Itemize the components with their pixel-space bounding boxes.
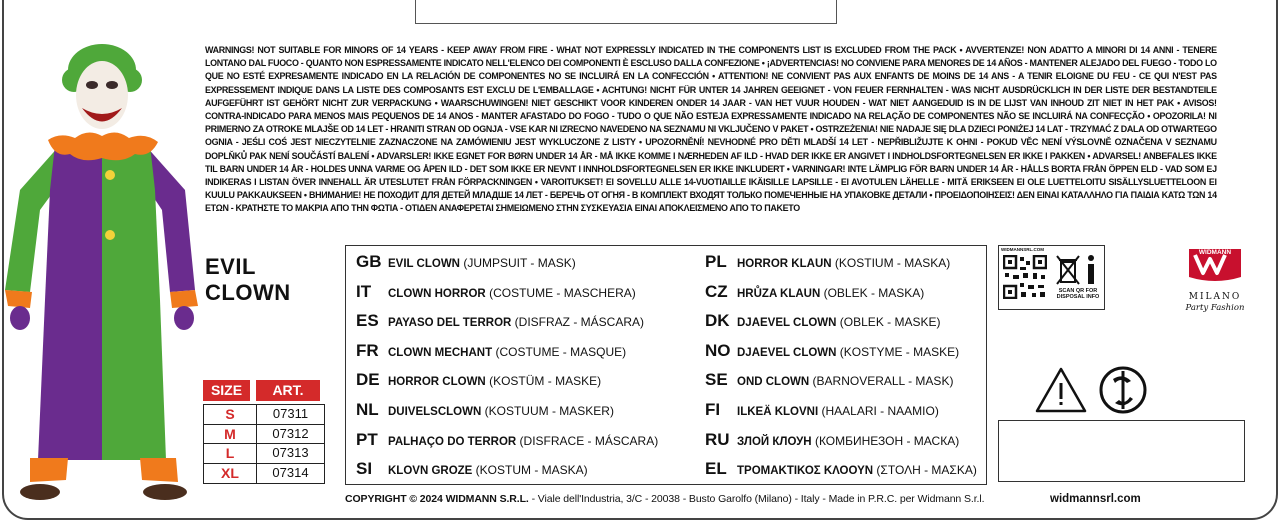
- costume-name: DJAEVEL CLOWN: [737, 317, 837, 330]
- product-title-line1: EVIL: [205, 254, 256, 279]
- logo-brand: WIDMANN: [1198, 249, 1232, 256]
- costume-desc: (KOSTYME - MASKE): [836, 344, 960, 359]
- product-title-line2: CLOWN: [205, 280, 291, 305]
- qr-label: WIDMANNSRL.COM: [1001, 247, 1044, 252]
- language-item-it: [356, 280, 636, 304]
- warning-triangle-icon: [1037, 369, 1085, 411]
- widmann-logo-mark: [1185, 245, 1245, 285]
- costume-desc: (COSTUME - MASCHERA): [485, 285, 636, 300]
- art-number: 07313: [272, 445, 309, 460]
- costume-desc: (KOSTIUM - MASKA): [831, 256, 951, 270]
- art-number: 07312: [272, 425, 309, 441]
- costume-name: DUIVELSCLOWN: [388, 406, 482, 418]
- product-title: [205, 254, 291, 306]
- art-number: 07311: [272, 406, 309, 421]
- costume-name: PALHAÇO DO TERROR: [388, 435, 517, 448]
- language-item-es: [356, 309, 644, 333]
- costume-name: DJAEVEL CLOWN: [737, 346, 837, 359]
- size-value: S: [204, 405, 257, 424]
- package-symbols: [1035, 365, 1155, 417]
- costume-desc: (KOSTUUM - MASKER): [481, 404, 614, 418]
- size-value: XL: [204, 464, 257, 484]
- costume-desc: (ΣΤΟΛΗ - ΜΑΣΚΑ): [873, 463, 977, 478]
- widmann-logo: [1183, 245, 1247, 311]
- language-code: ES: [356, 311, 379, 331]
- language-code: SI: [356, 459, 373, 479]
- language-code: SE: [705, 370, 728, 390]
- language-item-el: [705, 457, 977, 481]
- language-item-fi: [705, 398, 939, 422]
- size-value: L: [204, 444, 257, 463]
- language-item-ru: [705, 428, 959, 452]
- costume-desc: (HAALARI - NAAMIO): [818, 404, 939, 418]
- logo-city: MILANO: [1188, 292, 1242, 302]
- costume-desc: (BARNOVERALL - MASK): [809, 374, 954, 389]
- language-code: NL: [356, 400, 379, 419]
- copyright-line: [345, 493, 984, 505]
- website-url: widmannsrl.com: [1050, 493, 1141, 505]
- art-header: ART.: [256, 380, 320, 401]
- size-value: M: [204, 425, 257, 444]
- language-item-si: [356, 457, 588, 481]
- label-blank-box: [998, 420, 1245, 482]
- green-dot-recycling-icon: [1101, 368, 1145, 412]
- costume-desc: (OBLEK - MASKE): [836, 315, 941, 330]
- language-code: CZ: [705, 281, 728, 301]
- costume-name: HORROR KLAUN: [737, 258, 832, 270]
- costume-desc: (DISFRAZ - MÁSCARA): [511, 315, 645, 330]
- qr-code-icon: [1003, 255, 1047, 299]
- costume-desc: (KOSTÜM - MASKE): [485, 374, 602, 389]
- language-item-nl: [356, 398, 614, 422]
- language-code: NO: [705, 340, 731, 360]
- language-item-cz: [705, 280, 924, 304]
- crossed-bin-icon: [1055, 252, 1101, 288]
- safety-warnings-text: WARNINGS! NOT SUITABLE FOR MINORS OF 14 YEARS - KEEP AWAY FROM FIRE - WHAT NOT EXPRESSLY INDICATED IN THE COMPONENTS LIST IS EXCLUDED FROM THE PACK • AVVERTENZE! NON ADATTO A MINORI DI 14 ANNI - TENERE LONTANO DAL FUOCO - QUANTO NON ESPRESSAMENTE INDICATO NELL'ELENCO DEI COMPONENTI È ESCLUSO DALLA CONFEZIONE • ¡ADVERTENCIAS! NO CONVIENE PARA MENORES DE 14 AÑOS - MANTENER ALEJADO DEL FUEGO - TODO LO QUE NO ESTÉ EXPRESAMENTE INDICADO EN LA RELACIÓN DE COMPONENTES NO SE INCLUIRÁ EN LA CONFECCIÓN • ATTENTION! NE CONVIENT PAS AUX ENFANTS DE MOINS DE 14 ANS - A TENIR ELOIGNE DU FEU - CE QUI N'EST PAS EXPRESSEMENT INDIQUE DANS LA LISTE DES COMPOSANTS EST EXCLU DE L'EMBALLAGE • ACHTUNG! NICHT FÜR UNTER 14 JAHREN GEEIGNET - VON FEUER FERNHALTEN - WAS NICHT AUSDRÜCKLICH IN DER LISTE DER BESTANDTEILE AUFGEFÜHRT IST GEHÖRT NICHT ZUR VERPACKUNG • WAARSCHUWINGEN! NIET GESCHIKT VOOR KINDEREN ONDER 14 JAAR - VAN HET VUUR HOUDEN - WAT NIET AANGEDUID IS IN DE LIJST VAN INHOUD ZIT NIET IN HET PAK • AVISOS! CONTRA-INDICADO PARA MENOS MAIS PEQUENOS DE 14 ANOS - MANTER AFASTADO DO FOGO - TUDO O QUE NÃO ESTEJA EXPRESSAMENTE INDICADO NA RELAÇÃO DE COMPONENTES NÃO SE INCLUIRÁ NA CONFECÇÃO • OPOZORILA! NI PRIMERNO ZA OTROKE MLAJŠE OD 14 LET - HRANITI STRAN OD OGNJA - VSE KAR NI IZRECNO NAVEDENO NA SEZNAMU NI VKLJUČENO V PAKET • OSTRZEŻENIA! NIE NADAJE SIĘ DLA DZIECI PONIŻEJ 14 LAT - TRZYMAĆ Z DALA OD OTWARTEGO OGNIA - JEŚLI COŚ JEST NIECZYTELNIE ZAZNACZONE NA ZAMÓWIENIU JEST WYKLUCZONE Z LISTY • UPOZORNĚNÍ! NEVHODNÉ PRO DĚTI MLADŠÍ 14 LET - NEPŘIBLIŽUJTE K OHNI - POKUD VĚC NENÍ VÝSLOVNĚ OZNAČENA V SEZNAMU DOPLŇKŮ PAK NENÍ SOUČÁSTÍ BALENÍ • ADVARSLER! IKKE EGNET FOR BØRN UNDER 14 ÅR - MÅ IKKE KOMME I NÆRHEDEN AF ILD - HVAD DER IKKE ER ANGIVET I INDHOLDSFORTEGNELSEN ER IKKE I PAKKEN • ADVARSEL! ANBEFALES IKKE TIL BARN UNDER 14 ÅR - HOLDES UNNA VARME OG ÅPEN ILD - DET SOM IKKE ER NEVNT I INNHOLDSFORTEGNELSEN ER IKKE INKLUDERT • VARNINGAR! INTE LÄMPLIG FÖR BARN UNDER 14 ÅR - HÅLLS BORTA FRÅN ÖPPEN ELD - VAD SOM EJ INDIKERAS I LISTAN ÖVER INNEHALL ÄR UTESLUTET FRÅN FÖRPACKNINGEN • VAROITUKSET! EI SOVELLU ALLE 14-VUOTIAILLE IKÄISILLE LAPSILLE - EI AVOTULEN LÄHELLE - MITÄ ERIKSEEN EI OLE LUETTELOITU SISÄLLYSLUETTELOON EI KUULU PAKKAUKSEEN • ВНИМАНИЕ! НЕ ПОХОДИТ ДЛЯ ДЕТЕЙ МЛАДШЕ 14 ЛЕТ - БЕРЕЧЬ ОТ ОГНЯ - В КОМПЛЕКТ ВХОДЯТ ТОЛЬКО ПОМЕЧЕННЫЕ НА УПАКОВКЕ ДЕТАЛИ • ΠΡΟΕΙΔΟΠΟΙΗΣΕΙΣ! ΔΕΝ ΕΙΝΑΙ ΚΑΤΑΛΛΗΛΟ ΓΙΑ ΠΑΙΔΙΑ ΚΑΤΩ ΤΩΝ 14 ΕΤΩΝ - ΚΡΑΤΗΣΤΕ ΤΟ ΜΑΚΡΙΑ ΑΠΟ ΤΗΝ ΦΩΤΙΑ - ΟΤΙΔΕΝ ΑΝΑΦΕΡΕΤΑΙ ΣΗΜΕΙΩΜΕΝΟ ΣΤΗΝ ΣΥΣΚΕΥΑΣΙΑ ΕΙΝΑΙ ΑΠΟΚΛΕΙΣΜΕΝΟ ΑΠΟ ΤΟ ΠΑΚΕΤΟ: [205, 45, 1217, 214]
- language-code: DE: [356, 370, 380, 390]
- costume-name: CLOWN HORROR: [388, 287, 486, 300]
- costume-desc: (DISFRACE - MÁSCARA): [516, 433, 659, 448]
- clown-costume-image: [0, 40, 205, 510]
- top-label-box: [415, 0, 837, 24]
- costume-name: OND CLOWN: [737, 376, 810, 389]
- language-item-no: [705, 339, 959, 363]
- scan-qr-text: [1053, 288, 1103, 300]
- language-item-pl: [705, 250, 950, 274]
- costume-desc: (KOSTUM - MASKA): [472, 463, 588, 478]
- language-code: EL: [705, 459, 727, 479]
- costume-name: HRŮZA KLAUN: [737, 287, 821, 300]
- language-code: FR: [356, 340, 379, 360]
- language-names-box: [345, 245, 987, 485]
- qr-disposal-box: [998, 245, 1105, 310]
- size-row: [204, 444, 324, 464]
- scan-line2: DISPOSAL INFO: [1056, 294, 1100, 300]
- costume-name: ILKEÄ KLOVNI: [737, 406, 819, 418]
- costume-desc: (COSTUME - MASQUE): [492, 344, 627, 359]
- costume-desc: (JUMPSUIT - MASK): [459, 256, 576, 270]
- size-table: [203, 380, 325, 484]
- size-row: [204, 464, 324, 484]
- logo-tagline: Party Fashion: [1185, 303, 1245, 313]
- size-row: [204, 425, 324, 445]
- language-item-se: [705, 368, 953, 392]
- scan-line1: SCAN QR FOR: [1058, 288, 1098, 294]
- language-item-gb: [356, 250, 576, 274]
- language-item-de: [356, 368, 601, 392]
- language-item-dk: [705, 309, 941, 333]
- language-code: PT: [356, 429, 378, 449]
- costume-name: HORROR CLOWN: [388, 376, 486, 389]
- size-header: SIZE: [203, 380, 250, 401]
- costume-name: PAYASO DEL TERROR: [388, 317, 512, 330]
- costume-name: CLOWN MECHANT: [388, 346, 493, 359]
- costume-name: EVIL CLOWN: [388, 258, 460, 270]
- copyright-bold: COPYRIGHT © 2024 WIDMANN S.R.L.: [345, 493, 529, 505]
- language-code: GB: [356, 252, 382, 271]
- costume-name: ΤΡΟΜΑΚΤΙΚΟΣ ΚΛΟΟΥΝ: [737, 465, 874, 478]
- language-code: PL: [705, 252, 727, 271]
- art-number: 07314: [272, 464, 309, 480]
- language-item-fr: [356, 339, 626, 363]
- costume-desc: (OBLEK - MASKA): [820, 285, 925, 300]
- size-row: [204, 405, 324, 425]
- language-code: DK: [705, 311, 730, 331]
- costume-name: ЗЛОЙ КЛОУН: [737, 435, 812, 448]
- language-item-pt: [356, 428, 658, 452]
- language-code: IT: [356, 281, 372, 301]
- language-code: FI: [705, 400, 721, 419]
- language-code: RU: [705, 429, 730, 449]
- costume-name: KLOVN GROZE: [388, 465, 473, 478]
- costume-desc: (КОМБИНЕЗОН - МАСКА): [811, 433, 960, 448]
- copyright-address: - Viale dell'Industria, 3/C - 20038 - Busto Garolfo (Milano) - Italy - Made in P.R.C. per Widmann S.r.l.: [528, 493, 985, 505]
